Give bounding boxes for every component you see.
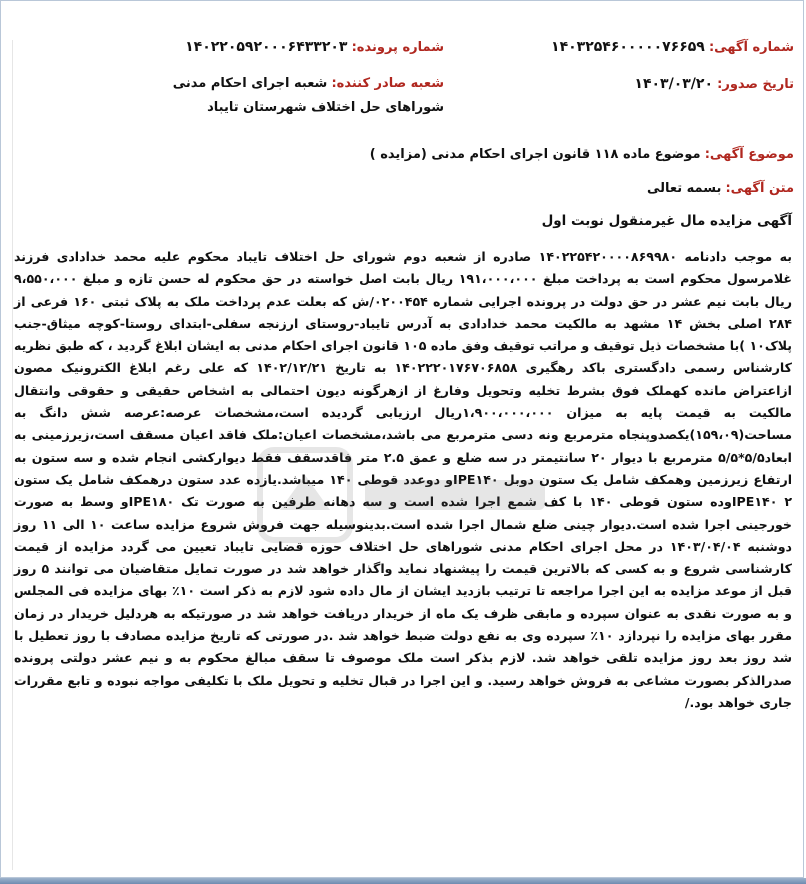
ad-number-row <box>551 38 794 57</box>
issue-date-row <box>634 75 794 94</box>
window-bottom-bar <box>0 878 806 884</box>
subject-label: موضوع آگهی: <box>704 147 794 162</box>
file-number: ۱۴۰۲۲۰۵۹۲۰۰۰۶۴۳۳۲۰۳ <box>185 39 348 55</box>
ad-number-label: شماره آگهی: <box>708 40 794 55</box>
ad-text-row <box>647 180 794 198</box>
issue-date: ۱۴۰۳/۰۳/۲۰ <box>634 76 713 92</box>
issuer-label: شعبه صادر کننده: <box>331 76 444 91</box>
file-number-row <box>185 38 444 57</box>
notice-heading: آگهی مزایده مال غیرمنقول نوبت اول <box>541 213 792 229</box>
subject-text: موضوع ماده ۱۱۸ قانون اجرای احکام مدنی (مزایده ) <box>369 147 701 162</box>
notice-body: به موجب دادنامه ۱۴۰۲۲۵۴۲۰۰۰۰۸۶۹۹۸۰ صادره از شعبه دوم شورای حل اختلاف تایباد محکوم علیه محمد خدادادی فرزند غلامرسول محکوم است به پرداخت مبلغ ۱۹۱،۰۰۰،۰۰۰ ریال بابت اصل خواسته در حق محکوم له حسن تازه و مبلغ ۹،۵۵۰،۰۰۰ ریال بابت نیم عشر در حق دولت در پرونده اجرایی شماره ۰۲۰۰۴۵۴/ش که بعلت عدم پرداخت ملک به پلاک ثبتی ۱۶۰ فرعی از ۲۸۴ اصلی بخش ۱۴ مشهد به مالکیت محمد خدادادی به آدرس تایباد-روستای ارزنجه سفلی-ابتدای روستا-کوچه میثاق-جنب پلاک۱۰ )با مشخصات ذیل توقیف و مراتب توقیف وفق ماده ۱۰۵ قانون اجرای احکام مدنی به ایشان ابلاغ گردید ، که طبق نظریه کارشناس رسمی دادگستری باکد رهگیری ۱۴۰۲۲۲۰۱۷۶۷۰۶۸۵۸ به تاریخ ۱۴۰۲/۱۲/۲۱ که علی رغم ابلاغ الکترونیک مصون ازاعتراض مانده کهملک فوق بشرط تخلیه وتحویل وفارغ از ازهرگونه دیون احتمالی به اشخاص حقیقی و حقوقی وانتقال مالکیت به قیمت پایه به میزان ۱،۹۰۰،۰۰۰،۰۰۰ریال ارزیابی گردیده است،مشخصات عرصه:عرصه شش دانگ به مساحت(۱۵۹،۰۹)یکصدوپنجاه مترمربع ونه دسی مترمربع می باشد،مشخصات اعیان:ملک فاقد اعیان مسقف است،زیرزمینی به ابعاد۵/۵*۵/۵ مترمربع با دیوار ۲۰ سانتیمتر در سه ضلع و عمق ۲.۵ متر فاقدسقف فقط دیوارکشی انجام شده و سه ستون به ارتفاع زیرزمین وهمکف شامل یک ستون دوبل IPE۱۴۰و دوعدد قوطی ۱۴۰ میباشد.یازده عدد ستون درهمکف شامل یک ستون IPE۱۴۰ ۲وده ستون قوطی ۱۴۰ با کف شمع اجرا شده است و سه دهانه طرفین به صورت تک IPE۱۸۰و وسط به صورت خورجینی اجرا شده است.دیوار چینی ضلع شمال اجرا شده است.بدینوسیله جهت فروش شروع مزایده ساعت ۱۰ الی ۱۱ روز دوشنبه ۱۴۰۳/۰۴/۰۴ در محل اجرای احکام مدنی شوراهای حل اختلاف حوزه قضایی تایباد تعیین می گردد مزایده از قیمت کارشناسی شروع و به کسی که بالاترین قیمت را پیشنهاد نماید واگذار خواهد شد در صورت تمایل متقاضیان می توانند ۵ روز قبل از موعد مزایده به این اجرا مراجعه تا ترتیب بازدید ایشان از مال داده شود لازم به ذکر است ۱۰٪ بهای مزایده فی المجلس و به صورت نقدی به عنوان سپرده و مابقی ظرف یک ماه از خریدار دریافت خواهد شد در صورتیکه به هردلیل خریدار در زمان مقرر بهای مزایده را نپردازد ۱۰٪ سپرده وی به نفع دولت ضبط خواهد شد .در صورتی که تاریخ مزایده مصادف با روز تعطیل با شد روز بعد روز مزایده تلقی خواهد شد. لازم بذکر است ملک موصوف تا سقف مبالغ محکوم به و نیم عشر دولتی پرونده صدرالذکر بصورت مشاعی به فروش خواهد رسید. و این اجرا در قبال تخلیه و تحویل ملک با تکلیفی مواجه نبوده و تابع مقررات جاری خواهد بود./ <box>14 249 793 710</box>
divider <box>12 40 13 870</box>
issue-date-label: تاریخ صدور: <box>717 77 794 92</box>
file-number-label: شماره پرونده: <box>351 40 444 55</box>
ad-text-label: متن آگهی: <box>725 181 794 196</box>
ad-number: ۱۴۰۳۲۵۴۶۰۰۰۰۰۷۶۶۵۹ <box>551 39 705 55</box>
subject-row <box>370 146 794 164</box>
issuer-name: شعبه اجرای احکام مدنی شوراهای حل اختلاف شهرستان تایباد <box>172 76 444 115</box>
ad-text-intro: بسمه تعالی <box>646 181 722 196</box>
issuer-row <box>154 72 444 120</box>
